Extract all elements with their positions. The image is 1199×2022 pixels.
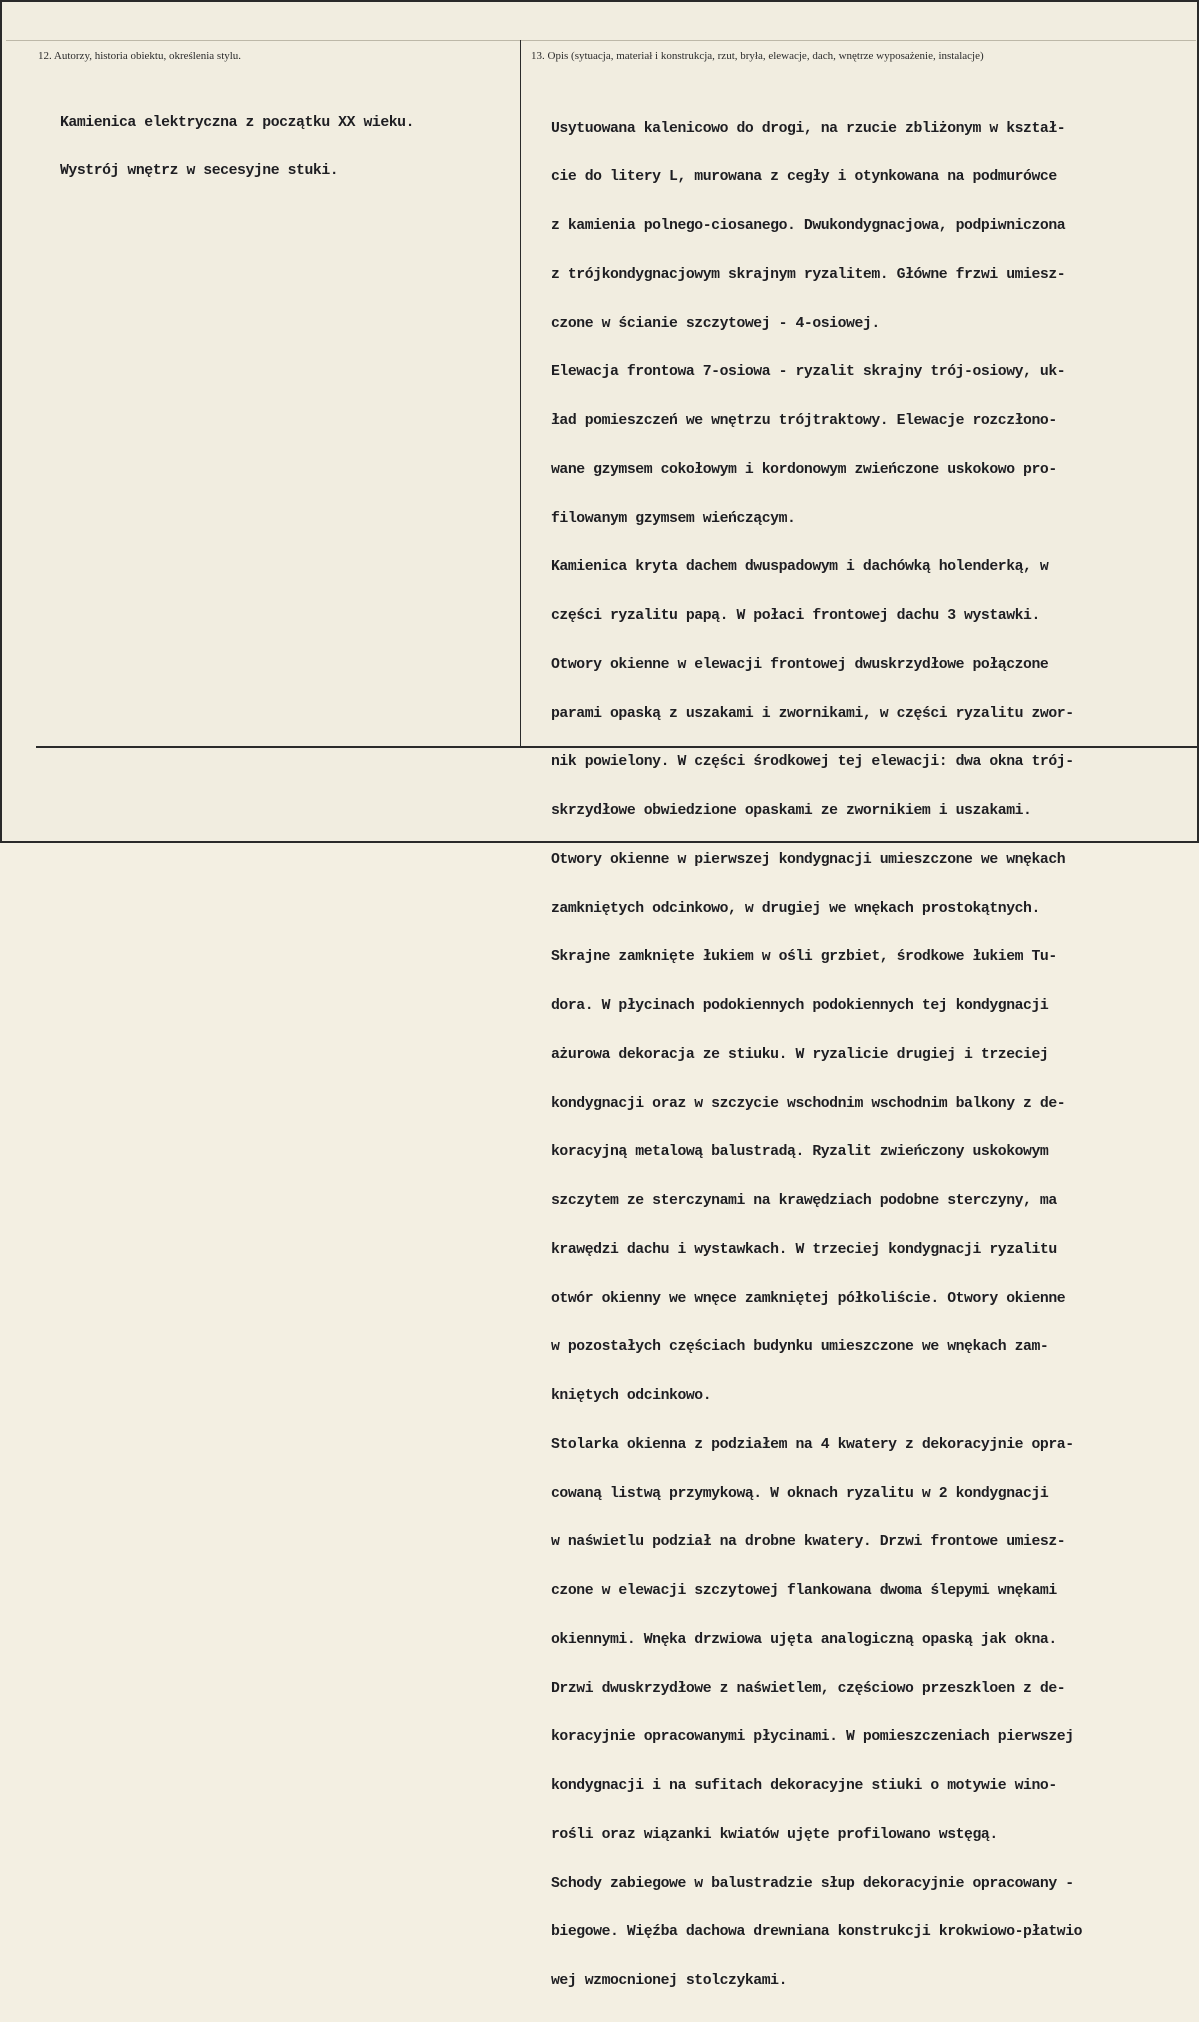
text-line: filowanym gzymsem wieńczącym. [551, 510, 796, 527]
column-divider [520, 40, 521, 748]
text-line: Drzwi dwuskrzydłowe z naświetlem, częściowo przeszkloen z de- [551, 1680, 1066, 1697]
section-13-text [551, 88, 1082, 2022]
text-line: czone w ścianie szczytowej - 4-osiowej. [551, 315, 880, 332]
top-divider [6, 40, 1196, 41]
text-line: Elewacja frontowa 7-osiowa - ryzalit skrajny trój-osiowy, uk- [551, 364, 1066, 381]
text-line: Wystrój wnętrz w secesyjne stuki. [60, 163, 339, 180]
text-line: Skrajne zamknięte łukiem w ośli grzbiet, środkowe łukiem Tu- [551, 949, 1057, 966]
text-line: Kamienica elektryczna z początku XX wieku. [60, 114, 415, 131]
text-line: dora. W płycinach podokiennych podokiennych tej kondygnacji [551, 998, 1049, 1014]
text-line: rośli oraz wiązanki kwiatów ujęte profilowano wstęgą. [551, 1826, 998, 1843]
text-line: Kamienica kryta dachem dwuspadowym i dachówką holenderką, w [551, 559, 1049, 576]
text-line: cowaną listwą przymykową. W oknach ryzalitu w 2 kondygnacji [551, 1485, 1049, 1502]
text-line: wane gzymsem cokołowym i kordonowym zwieńczone uskokowo pro- [551, 461, 1057, 478]
text-line: Otwory okienne w elewacji frontowej dwuskrzydłowe połączone [551, 656, 1049, 673]
text-line: cie do litery L, murowana z cegły i otynkowana na podmurówce [551, 169, 1057, 186]
text-line: w naświetlu podział na drobne kwatery. Drzwi frontowe umiesz- [551, 1534, 1066, 1551]
text-line: parami opaską z uszakami i zwornikami, w części ryzalitu zwor- [551, 705, 1074, 722]
text-line: kondygnacji oraz w szczycie wschodnim wschodnim balkony z de- [551, 1095, 1066, 1112]
text-line: nik powielony. W części środkowej tej elewacji: dwa okna trój- [551, 754, 1074, 771]
text-line: ład pomieszczeń we wnętrzu trójtraktowy. Elewacje rozczłono- [551, 413, 1057, 429]
text-line: szczytem ze sterczynami na krawędziach podobne sterczyny, ma [551, 1193, 1057, 1209]
text-line: Schody zabiegowe w balustradzie słup dekoracyjnie opracowany - [551, 1875, 1074, 1892]
section-12-text [60, 82, 414, 212]
section-13-header: 13. Opis (sytuacja, materiał i konstrukcja, rzut, bryła, elewacje, dach, wnętrze wyposażenie, instalacje) [531, 50, 984, 62]
text-line: wej wzmocnionej stolczykami. [551, 1973, 788, 1989]
text-line: skrzydłowe obwiedzione opaskami ze zwornikiem i uszakami. [551, 803, 1032, 819]
text-line: kondygnacji i na sufitach dekoracyjne stiuki o motywie wino- [551, 1778, 1057, 1794]
text-line: w pozostałych częściach budynku umieszczone we wnękach zam- [551, 1339, 1049, 1356]
section-12-header: 12. Autorzy, historia obiektu, określenia stylu. [38, 50, 242, 62]
text-line: Stolarka okienna z podziałem na 4 kwatery z dekoracyjnie opra- [551, 1436, 1074, 1453]
text-line: z kamienia polnego-ciosanego. Dwukondygnacjowa, podpiwniczona [551, 218, 1066, 234]
text-line: koracyjnie opracowanymi płycinami. W pomieszczeniach pierwszej [551, 1729, 1074, 1746]
text-line: części ryzalitu papą. W połaci frontowej dachu 3 wystawki. [551, 608, 1040, 624]
text-line: okiennymi. Wnęka drzwiowa ujęta analogiczną opaską jak okna. [551, 1631, 1057, 1648]
text-line: otwór okienny we wnęce zamkniętej półkoliście. Otwory okienne [551, 1290, 1066, 1307]
text-line: Usytuowana kalenicowo do drogi, na rzucie zbliżonym w kształ- [551, 120, 1066, 137]
text-line: czone w elewacji szczytowej flankowana dwoma ślepymi wnękami [551, 1583, 1057, 1599]
text-line: ażurowa dekoracja ze stiuku. W ryzalicie drugiej i trzeciej [551, 1046, 1049, 1063]
text-line: z trójkondygnacjowym skrajnym ryzalitem. Główne frzwi umiesz- [551, 266, 1066, 283]
text-line: Otwory okienne w pierwszej kondygnacji umieszczone we wnękach [551, 851, 1066, 868]
text-line: zamkniętych odcinkowo, w drugiej we wnękach prostokątnych. [551, 900, 1040, 917]
text-line: biegowe. Więźba dachowa drewniana konstrukcji krokwiowo-płatwio [551, 1924, 1083, 1941]
text-line: krawędzi dachu i wystawkach. W trzeciej kondygnacji ryzalitu [551, 1241, 1057, 1258]
text-line: koracyjną metalową balustradą. Ryzalit zwieńczony uskokowym [551, 1144, 1049, 1161]
text-line: kniętych odcinkowo. [551, 1388, 712, 1404]
